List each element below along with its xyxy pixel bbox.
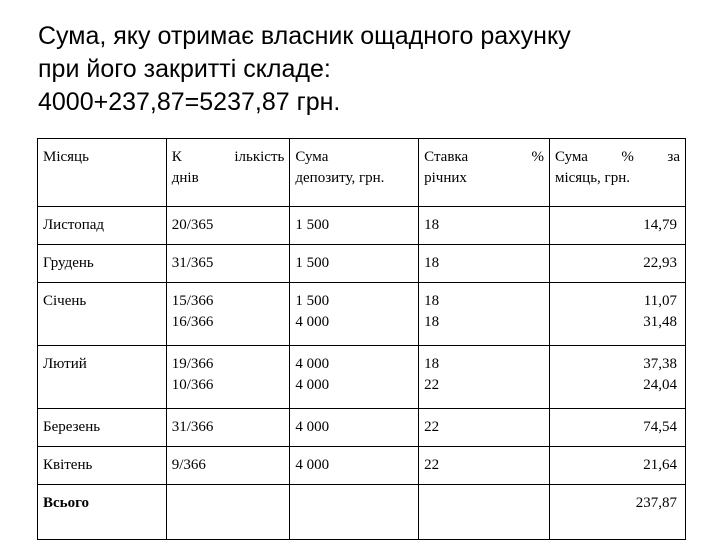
cell-rate: 22: [419, 409, 550, 447]
cell-days: 15/366 16/366: [166, 283, 290, 346]
cell-month: Грудень: [38, 245, 167, 283]
header-month: Місяць: [38, 139, 167, 207]
cell-month: Квітень: [38, 447, 167, 485]
cell-deposit: 4 000: [290, 409, 419, 447]
cell-days: 19/366 10/366: [166, 346, 290, 409]
total-value: 237,87: [549, 485, 685, 540]
cell-days: 9/366: [166, 447, 290, 485]
cell-month: Березень: [38, 409, 167, 447]
cell-days: 31/366: [166, 409, 290, 447]
cell-month: Січень: [38, 283, 167, 346]
cell-sum: 14,79: [549, 207, 685, 245]
table-row: [38, 346, 686, 409]
cell-sum: 37,38 24,04: [549, 346, 685, 409]
heading-line-2: при його закритті складе:: [38, 55, 331, 83]
header-sum: Сума % за місяць, грн.: [549, 139, 685, 207]
cell-month: Лютий: [38, 346, 167, 409]
heading-line-1: Сума, яку отримає власник ощадного рахунку: [38, 22, 571, 50]
cell-sum: 11,07 31,48: [549, 283, 685, 346]
total-empty-cell: [166, 485, 290, 540]
total-empty-cell: [419, 485, 550, 540]
cell-sum: 22,93: [549, 245, 685, 283]
page-heading: [38, 20, 698, 119]
cell-deposit: 1 500: [290, 245, 419, 283]
total-empty-cell: [290, 485, 419, 540]
cell-rate: 18 22: [419, 346, 550, 409]
cell-deposit: 1 500 4 000: [290, 283, 419, 346]
total-label: Всього: [38, 485, 167, 540]
header-rate: Ставка % річних: [419, 139, 550, 207]
cell-deposit: 4 000 4 000: [290, 346, 419, 409]
cell-rate: 18 18: [419, 283, 550, 346]
cell-rate: 18: [419, 207, 550, 245]
cell-month: Листопад: [38, 207, 167, 245]
table-row: [38, 283, 686, 346]
cell-rate: 22: [419, 447, 550, 485]
table-row: [38, 409, 686, 447]
table-total-row: [38, 485, 686, 540]
header-deposit: Сума депозиту, грн.: [290, 139, 419, 207]
cell-days: 31/365: [166, 245, 290, 283]
heading-line-3: 4000+237,87=5237,87 грн.: [38, 88, 341, 116]
cell-deposit: 1 500: [290, 207, 419, 245]
cell-deposit: 4 000: [290, 447, 419, 485]
header-days: К ількість днів: [166, 139, 290, 207]
table-row: [38, 207, 686, 245]
table-row: [38, 245, 686, 283]
table-row: [38, 447, 686, 485]
interest-table: [37, 138, 686, 540]
cell-rate: 18: [419, 245, 550, 283]
cell-sum: 21,64: [549, 447, 685, 485]
cell-sum: 74,54: [549, 409, 685, 447]
cell-days: 20/365: [166, 207, 290, 245]
table-header-row: [38, 139, 686, 207]
